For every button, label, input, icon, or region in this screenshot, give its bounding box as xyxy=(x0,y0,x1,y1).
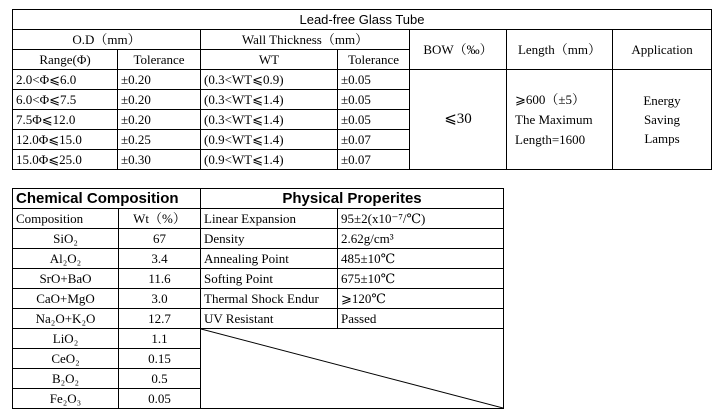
value-cell: 675±10℃ xyxy=(338,269,504,289)
range-cell: 6.0<Φ⩽7.5 xyxy=(13,90,118,110)
wt-cell: 67 xyxy=(119,229,201,249)
property-cell: Linear Expansion xyxy=(201,209,338,229)
compound-cell: SiO₂ xyxy=(13,229,119,249)
table-row xyxy=(13,289,504,309)
wt-cell: (0.9<WT⩽1.4) xyxy=(201,150,338,170)
bow-header: BOW（‰） xyxy=(410,30,507,70)
property-cell: Thermal Shock Endur xyxy=(201,289,338,309)
application-header: Application xyxy=(613,30,712,70)
range-cell: 7.5Φ⩽12.0 xyxy=(13,110,118,130)
length-header: Length（mm） xyxy=(507,30,613,70)
compound-cell: CeO₂ xyxy=(13,349,119,369)
wt-tolerance-cell: ±0.05 xyxy=(338,70,410,90)
wt-percent-header: Wt（%） xyxy=(119,209,201,229)
od-tolerance-cell: ±0.25 xyxy=(118,130,201,150)
table-title: Lead-free Glass Tube xyxy=(13,10,712,30)
empty-diagonal-cell xyxy=(201,329,504,409)
physical-properties-title: Physical Properites xyxy=(201,189,504,209)
value-cell: 2.62g/cm³ xyxy=(338,229,504,249)
wt-cell: 0.5 xyxy=(119,369,201,389)
table-row xyxy=(13,269,504,289)
compound-cell: Al₂O₂ xyxy=(13,249,119,269)
table-row xyxy=(13,229,504,249)
wt-cell: 11.6 xyxy=(119,269,201,289)
value-cell: ⩾120℃ xyxy=(338,289,504,309)
wt-cell: (0.3<WT⩽1.4) xyxy=(201,90,338,110)
compound-cell: LiO₂ xyxy=(13,329,119,349)
wt-header: WT xyxy=(201,50,338,70)
application-line: Saving xyxy=(643,112,681,127)
od-tolerance-cell: ±0.20 xyxy=(118,70,201,90)
property-cell: Annealing Point xyxy=(201,249,338,269)
range-cell: 2.0<Φ⩽6.0 xyxy=(13,70,118,90)
application-line: Energy xyxy=(643,93,681,108)
length-line: ⩾600（±5） xyxy=(515,91,586,107)
length-line: The Maximum xyxy=(515,111,593,127)
od-tolerance-cell: ±0.20 xyxy=(118,90,201,110)
od-header: O.D（mm） xyxy=(13,30,201,50)
wt-tolerance-cell: ±0.07 xyxy=(338,130,410,150)
wt-cell: (0.3<WT⩽0.9) xyxy=(201,70,338,90)
table-row xyxy=(13,209,504,229)
compound-cell: Fe₂O₃ xyxy=(13,389,119,409)
application-cell xyxy=(613,70,712,170)
range-cell: 12.0Φ⩽15.0 xyxy=(13,130,118,150)
wt-tolerance-cell: ±0.05 xyxy=(338,90,410,110)
value-cell: 485±10℃ xyxy=(338,249,504,269)
wt-cell: 0.15 xyxy=(119,349,201,369)
wt-cell: 3.4 xyxy=(119,249,201,269)
wt-cell: 3.0 xyxy=(119,289,201,309)
od-tolerance-cell: ±0.20 xyxy=(118,110,201,130)
application-line: Lamps xyxy=(644,131,680,146)
compound-cell: CaO+MgO xyxy=(13,289,119,309)
range-cell: 15.0Φ⩽25.0 xyxy=(13,150,118,170)
length-cell xyxy=(507,70,613,170)
table-row xyxy=(13,249,504,269)
range-header: Range(Φ) xyxy=(13,50,118,70)
compound-cell: Na₂O+K₂O xyxy=(13,309,119,329)
value-cell: Passed xyxy=(338,309,504,329)
wt-tolerance-header: Tolerance xyxy=(338,50,410,70)
wt-tolerance-cell: ±0.07 xyxy=(338,150,410,170)
wt-cell: (0.9<WT⩽1.4) xyxy=(201,130,338,150)
wt-cell: 1.1 xyxy=(119,329,201,349)
od-tolerance-cell: ±0.30 xyxy=(118,150,201,170)
wt-cell: (0.3<WT⩽1.4) xyxy=(201,110,338,130)
od-tolerance-header: Tolerance xyxy=(118,50,201,70)
table-row xyxy=(13,329,504,349)
chemical-composition-title: Chemical Composition xyxy=(13,189,201,209)
wt-cell: 0.05 xyxy=(119,389,201,409)
value-cell: 95±2(x10⁻⁷/℃) xyxy=(338,209,504,229)
composition-properties-table xyxy=(12,188,504,409)
composition-header: Composition xyxy=(13,209,119,229)
table-row xyxy=(13,70,712,90)
glass-tube-table xyxy=(12,9,712,170)
compound-cell: SrO+BaO xyxy=(13,269,119,289)
table-row xyxy=(13,309,504,329)
wall-thickness-header: Wall Thickness（mm） xyxy=(201,30,410,50)
diagonal-line xyxy=(201,329,503,408)
bow-value: ⩽30 xyxy=(410,70,507,170)
wt-tolerance-cell: ±0.05 xyxy=(338,110,410,130)
property-cell: Softing Point xyxy=(201,269,338,289)
compound-cell: B₂O₂ xyxy=(13,369,119,389)
property-cell: UV Resistant xyxy=(201,309,338,329)
property-cell: Density xyxy=(201,229,338,249)
length-line: Length=1600 xyxy=(515,131,586,147)
wt-cell: 12.7 xyxy=(119,309,201,329)
